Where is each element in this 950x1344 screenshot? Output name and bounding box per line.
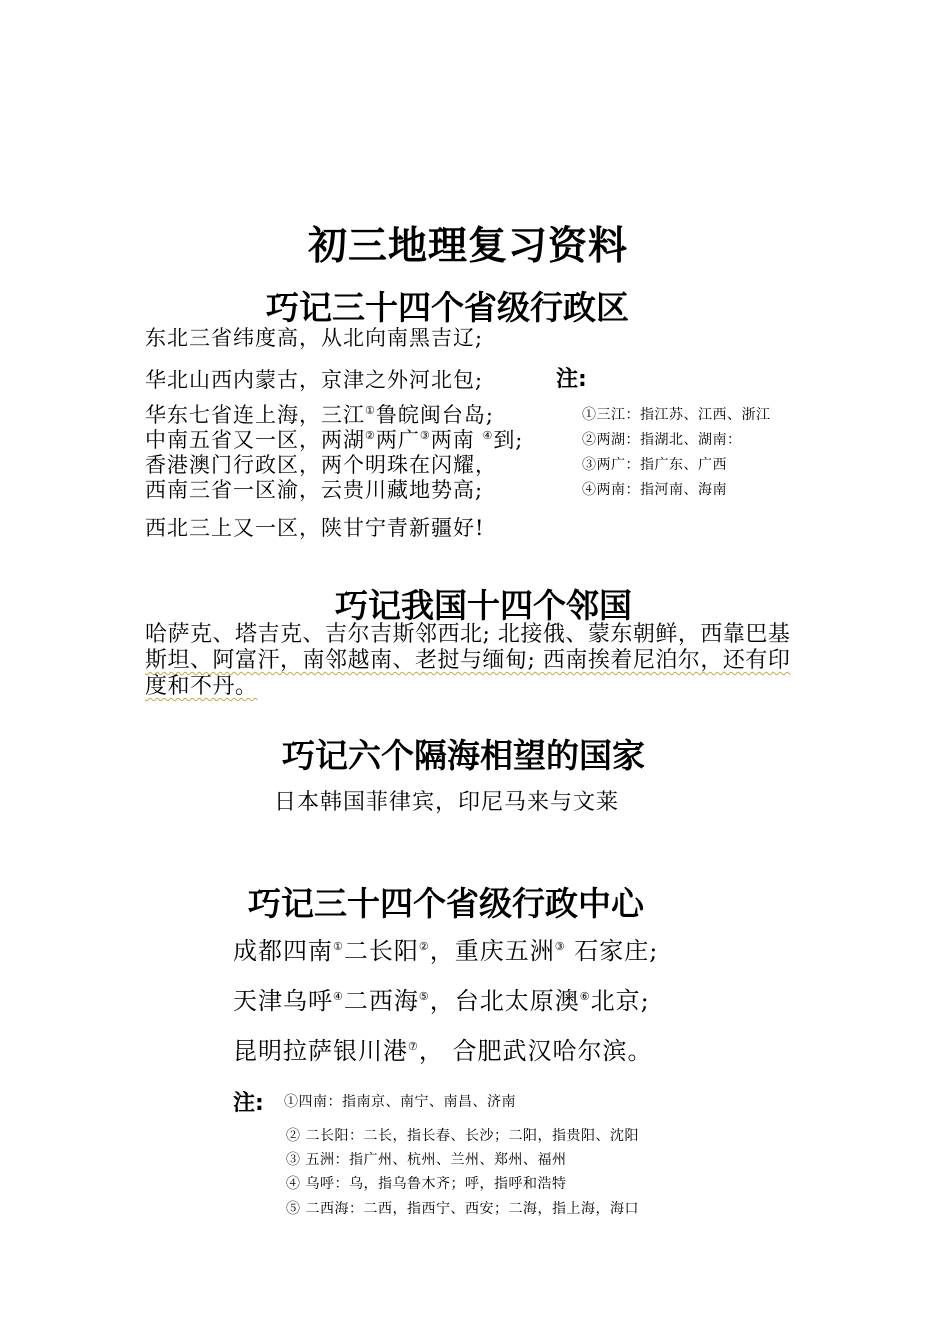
provinces-line-1: 东北三省纬度高，从北向南黑吉辽; [145, 326, 484, 350]
overseas-text: 日本韩国菲律宾，印尼马来与文莱 [274, 790, 620, 815]
capitals-note-4: ④ 乌呼：乌，指乌鲁木齐；呼，指呼和浩特 [286, 1176, 567, 1192]
provinces-note-label: 注: [556, 367, 587, 392]
provinces-note-3: ③两广：指广东、广西 [582, 457, 727, 473]
neighbors-line-2: 斯坦、阿富汗，南邻越南、老挝与缅甸; 西南挨着尼泊尔，还有印 [145, 648, 791, 673]
provinces-line-7: 西北三上又一区，陕甘宁青新疆好! [145, 516, 485, 540]
provinces-line-2: 华北山西内蒙古，京津之外河北包; [145, 368, 484, 392]
capitals-line-3: 昆明拉萨银川港⑦， 合肥武汉哈尔滨。 [233, 1037, 653, 1065]
capitals-note-1: ①四南：指南京、南宁、南昌、济南 [284, 1094, 516, 1110]
neighbors-line-1: 哈萨克、塔吉克、吉尔吉斯邻西北; 北接俄、蒙东朝鲜，西靠巴基 [145, 622, 791, 647]
neighbors-heading: 巧记我国十四个邻国 [335, 586, 632, 625]
neighbors-line-3: 度和不丹。 [145, 674, 258, 699]
capitals-line-1: 成都四南①二长阳②，重庆五洲③ 石家庄; [233, 937, 659, 965]
capitals-note-3: ③ 五洲：指广州、杭州、兰州、郑州、福州 [286, 1152, 567, 1168]
capitals-note-label: 注: [233, 1091, 264, 1116]
capitals-note-2: ② 二长阳：二长，指长春、长沙；二阳，指贵阳、沈阳 [286, 1128, 639, 1144]
provinces-note-4: ④两南：指河南、海南 [582, 482, 727, 498]
provinces-line-5: 香港澳门行政区，两个明珠在闪耀， [145, 453, 497, 477]
provinces-line-6: 西南三省一区渝，云贵川藏地势高; [145, 478, 484, 502]
overseas-heading: 巧记六个隔海相望的国家 [282, 736, 645, 775]
page-title: 初三地理复习资料 [308, 224, 629, 269]
provinces-line-4: 中南五省又一区，两湖②两广③两南 ④到; [145, 428, 524, 452]
capitals-note-5: ⑤ 二西海：二西，指西宁、西安；二海，指上海，海口 [286, 1201, 639, 1217]
provinces-heading: 巧记三十四个省级行政区 [266, 288, 629, 327]
capitals-heading: 巧记三十四个省级行政中心 [248, 884, 644, 923]
provinces-note-1: ①三江：指江苏、江西、浙江 [582, 407, 771, 423]
provinces-line-3: 华东七省连上海，三江①鲁皖闽台岛; [145, 403, 494, 427]
provinces-note-2: ②两湖：指湖北、湖南： [582, 432, 742, 448]
neighbors-paragraph [145, 622, 810, 700]
capitals-line-2: 天津乌呼④二西海⑤，台北太原澳⑥北京; [233, 987, 650, 1015]
